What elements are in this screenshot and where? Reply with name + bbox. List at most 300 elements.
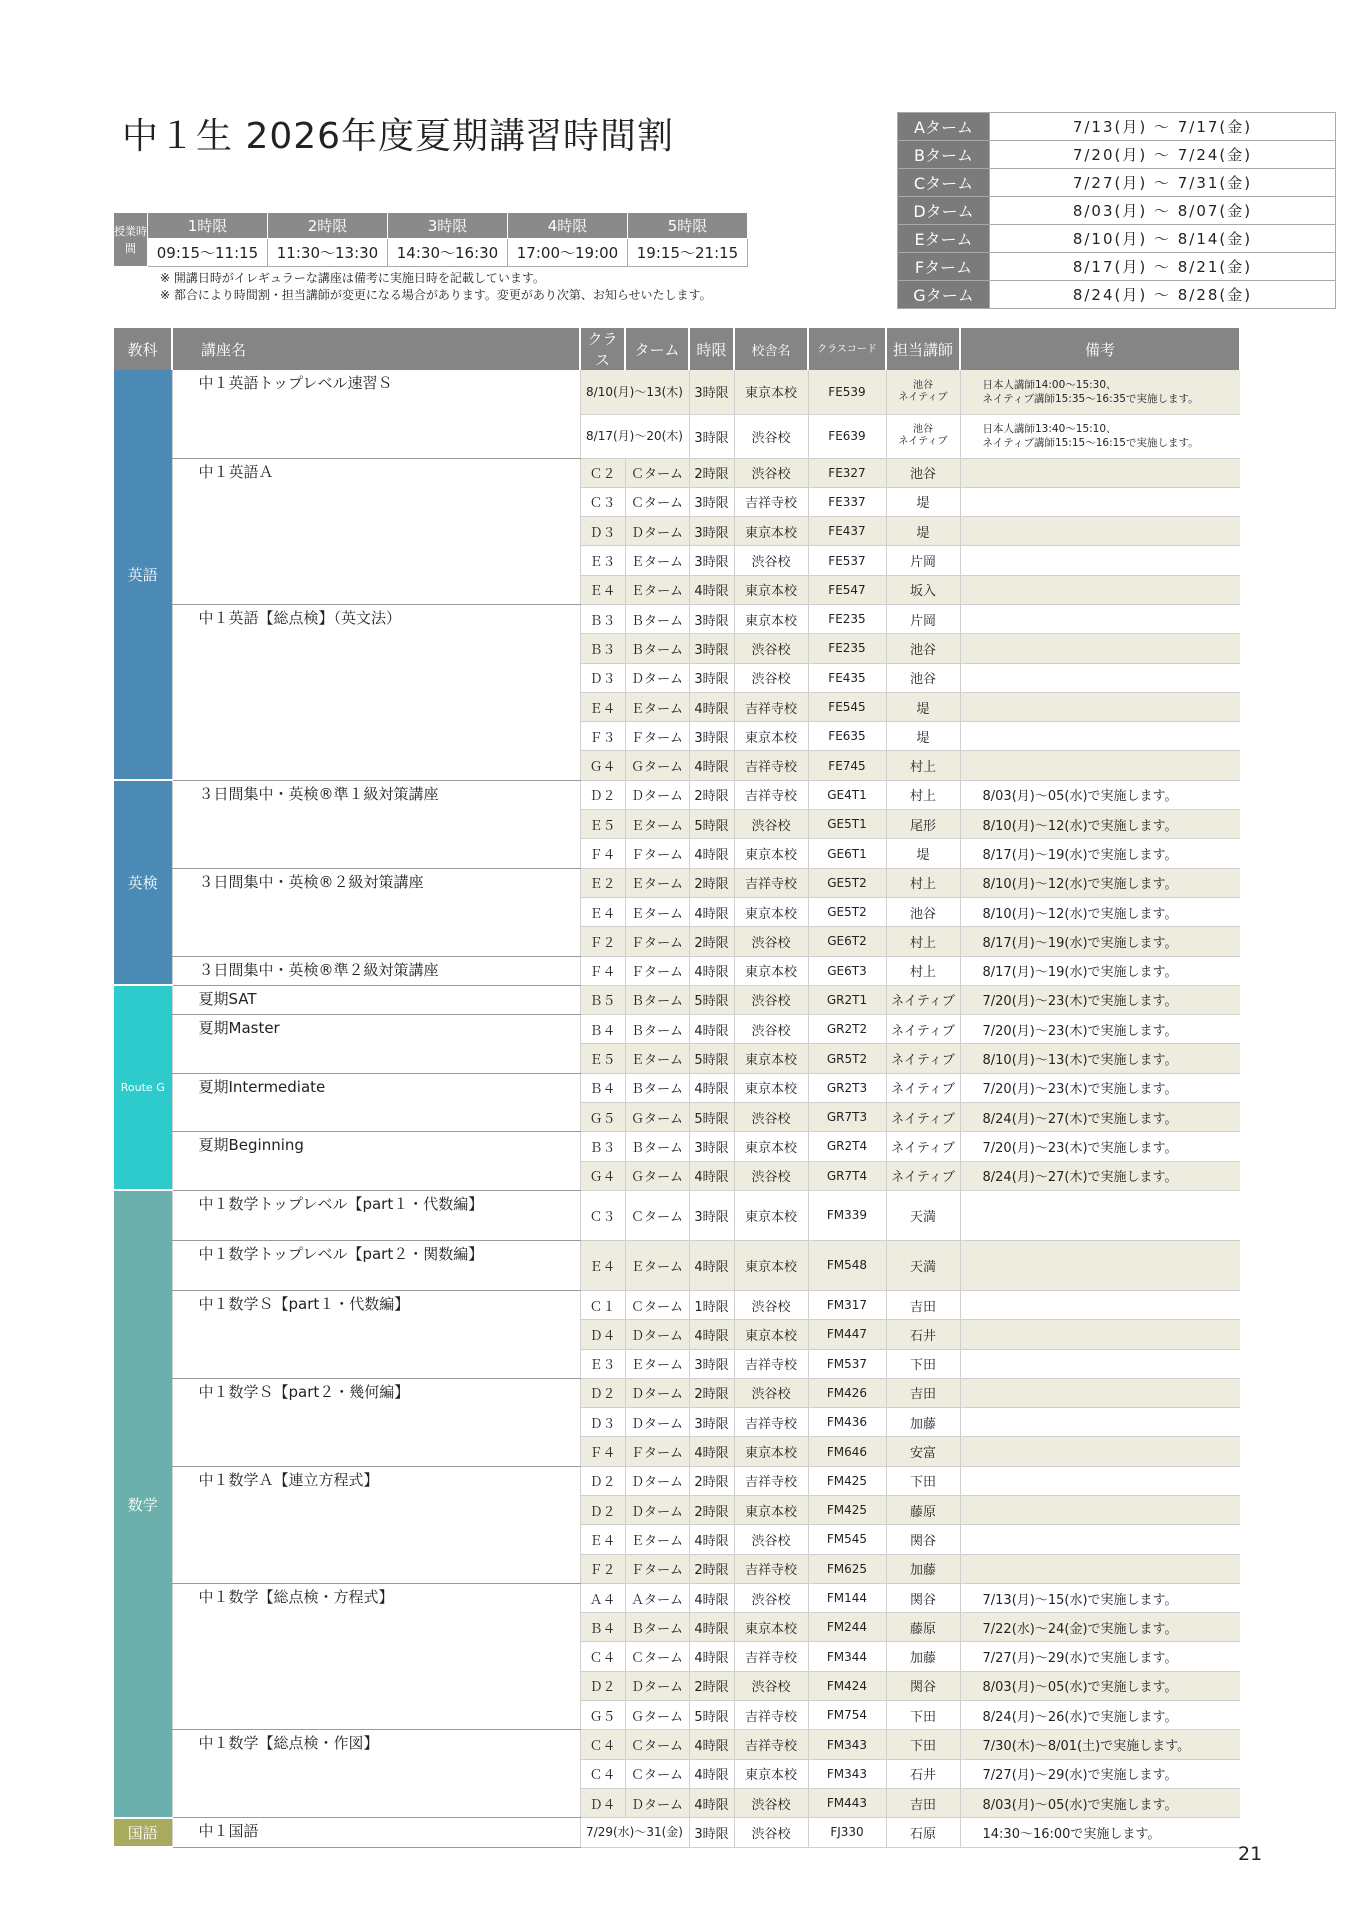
school-cell: 東京本校 xyxy=(734,1240,808,1290)
term-cell: Ｄターム xyxy=(625,1788,689,1817)
class-cell: Ｅ５ xyxy=(580,1044,625,1073)
header-remarks: 備考 xyxy=(960,328,1240,370)
term-dates: 8/24(月) ～ 8/28(金) xyxy=(990,281,1336,309)
code-cell: GE5T2 xyxy=(808,897,886,926)
period-time: 17:00～19:00 xyxy=(508,239,628,267)
school-cell: 吉祥寺校 xyxy=(734,1642,808,1671)
term-row xyxy=(898,169,1336,197)
school-cell: 東京本校 xyxy=(734,1044,808,1073)
period-label: 授業時間 xyxy=(114,213,148,267)
school-cell: 東京本校 xyxy=(734,604,808,633)
period-cell: 5時限 xyxy=(689,985,734,1014)
page-number: 21 xyxy=(1238,1843,1263,1865)
subject-cell: 数学 xyxy=(114,1190,172,1817)
period-cell: 3時限 xyxy=(689,1190,734,1240)
period-cell: 4時限 xyxy=(689,1642,734,1671)
term-cell: Ｂターム xyxy=(625,985,689,1014)
teacher-cell: ネイティブ xyxy=(886,1103,960,1132)
school-cell: 渋谷校 xyxy=(734,1161,808,1190)
term-cell: Ｂターム xyxy=(625,1613,689,1642)
teacher-cell: 天満 xyxy=(886,1190,960,1240)
table-row xyxy=(114,1132,1240,1161)
code-cell: FE235 xyxy=(808,604,886,633)
class-cell: Ｅ４ xyxy=(580,692,625,721)
class-cell: Ｆ３ xyxy=(580,722,625,751)
remarks-cell xyxy=(960,722,1240,751)
class-cell: Ｇ４ xyxy=(580,1161,625,1190)
teacher-cell: 池谷 xyxy=(886,663,960,692)
period-cell: 5時限 xyxy=(689,810,734,839)
code-cell: GR5T2 xyxy=(808,1044,886,1073)
remarks-cell: 7/20(月)～23(木)で実施します。 xyxy=(960,1015,1240,1044)
class-cell: Ｅ３ xyxy=(580,1349,625,1378)
school-cell: 渋谷校 xyxy=(734,810,808,839)
term-cell: Ｆターム xyxy=(625,927,689,956)
school-cell: 吉祥寺校 xyxy=(734,692,808,721)
term-cell: Ｄターム xyxy=(625,1320,689,1349)
period-cell: 4時限 xyxy=(689,575,734,604)
class-cell: Ｅ４ xyxy=(580,1525,625,1554)
table-row xyxy=(114,458,1240,487)
course-name: 中１数学【総点検・方程式】 xyxy=(172,1583,580,1729)
period-cell: 2時限 xyxy=(689,458,734,487)
teacher-cell: 藤原 xyxy=(886,1496,960,1525)
teacher-cell: 池谷 xyxy=(886,634,960,663)
teacher-cell: 池谷 xyxy=(886,897,960,926)
timetable xyxy=(114,328,1241,1848)
term-label: Gターム xyxy=(898,281,990,309)
period-cell: 5時限 xyxy=(689,1044,734,1073)
period-cell: 3時限 xyxy=(689,517,734,546)
table-row xyxy=(114,1378,1240,1407)
remarks-cell: 7/27(月)～29(水)で実施します。 xyxy=(960,1759,1240,1788)
class-cell: Ｄ３ xyxy=(580,517,625,546)
table-row xyxy=(114,1073,1240,1102)
school-cell: 東京本校 xyxy=(734,370,808,414)
teacher-cell: ネイティブ xyxy=(886,1073,960,1102)
remarks-cell: 8/17(月)～19(水)で実施します。 xyxy=(960,956,1240,985)
period-cell: 4時限 xyxy=(689,1437,734,1466)
course-name: ３日間集中・英検®準２級対策講座 xyxy=(172,956,580,985)
remarks-cell: 8/10(月)～12(水)で実施します。 xyxy=(960,897,1240,926)
school-cell: 吉祥寺校 xyxy=(734,1349,808,1378)
period-cell: 2時限 xyxy=(689,1671,734,1700)
period-cell: 4時限 xyxy=(689,1759,734,1788)
term-table xyxy=(897,112,1336,309)
term-cell: Ｃターム xyxy=(625,1730,689,1759)
school-cell: 渋谷校 xyxy=(734,546,808,575)
course-name: 中１数学Ｓ【part１・代数編】 xyxy=(172,1290,580,1378)
remarks-cell xyxy=(960,1554,1240,1583)
table-row xyxy=(114,1466,1240,1495)
school-cell: 渋谷校 xyxy=(734,1103,808,1132)
code-cell: GR7T4 xyxy=(808,1161,886,1190)
code-cell: FM144 xyxy=(808,1583,886,1612)
table-row xyxy=(114,780,1240,809)
header-code: クラスコード xyxy=(808,328,886,370)
term-dates: 8/03(月) ～ 8/07(金) xyxy=(990,197,1336,225)
term-dates: 8/10(月) ～ 8/14(金) xyxy=(990,225,1336,253)
school-cell: 東京本校 xyxy=(734,1496,808,1525)
code-cell: FM625 xyxy=(808,1554,886,1583)
term-cell: Ｇターム xyxy=(625,1701,689,1730)
school-cell: 吉祥寺校 xyxy=(734,1466,808,1495)
teacher-cell: 吉田 xyxy=(886,1378,960,1407)
period-cell: 1時限 xyxy=(689,1290,734,1319)
term-cell: Ｇターム xyxy=(625,1103,689,1132)
class-cell: Ｃ４ xyxy=(580,1642,625,1671)
header-term: ターム xyxy=(625,328,689,370)
school-cell: 吉祥寺校 xyxy=(734,1701,808,1730)
school-cell: 東京本校 xyxy=(734,1320,808,1349)
code-cell: FM344 xyxy=(808,1642,886,1671)
teacher-cell: 村上 xyxy=(886,956,960,985)
header-school: 校舎名 xyxy=(734,328,808,370)
period-table xyxy=(113,212,748,267)
class-cell: Ｇ５ xyxy=(580,1103,625,1132)
remarks-cell: 8/17(月)～19(水)で実施します。 xyxy=(960,927,1240,956)
remarks-cell: 7/27(月)～29(水)で実施します。 xyxy=(960,1642,1240,1671)
class-cell: Ｅ４ xyxy=(580,1240,625,1290)
teacher-cell: 加藤 xyxy=(886,1408,960,1437)
code-cell: GR2T2 xyxy=(808,1015,886,1044)
remarks-cell xyxy=(960,604,1240,633)
class-cell: Ｆ４ xyxy=(580,839,625,868)
remarks-cell xyxy=(960,487,1240,516)
code-cell: GE6T1 xyxy=(808,839,886,868)
period-cell: 3時限 xyxy=(689,487,734,516)
course-name: 中１数学Ｓ【part２・幾何編】 xyxy=(172,1378,580,1466)
term-dates: 8/17(月) ～ 8/21(金) xyxy=(990,253,1336,281)
teacher-cell: 池谷 xyxy=(886,458,960,487)
class-cell: Ｇ５ xyxy=(580,1701,625,1730)
teacher-cell: 片岡 xyxy=(886,546,960,575)
term-cell: Ｄターム xyxy=(625,1378,689,1407)
remarks-cell xyxy=(960,1437,1240,1466)
period-cell: 4時限 xyxy=(689,1240,734,1290)
class-cell: Ｅ２ xyxy=(580,868,625,897)
period-cell: 4時限 xyxy=(689,956,734,985)
subject-cell: 英語 xyxy=(114,370,172,780)
remarks-cell: 8/10(月)～12(水)で実施します。 xyxy=(960,810,1240,839)
teacher-cell: 池谷 ネイティブ xyxy=(886,414,960,458)
school-cell: 東京本校 xyxy=(734,1132,808,1161)
term-row xyxy=(898,281,1336,309)
term-cell: Ｇターム xyxy=(625,1161,689,1190)
teacher-cell: ネイティブ xyxy=(886,985,960,1014)
period-cell: 3時限 xyxy=(689,1349,734,1378)
remarks-cell: 8/03(月)～05(水)で実施します。 xyxy=(960,780,1240,809)
code-cell: FE327 xyxy=(808,458,886,487)
remarks-cell: 日本人講師14:00～15:30、 ネイティブ講師15:35～16:35で実施します。 xyxy=(960,370,1240,414)
period-cell: 5時限 xyxy=(689,1701,734,1730)
class-cell: Ｃ３ xyxy=(580,1190,625,1240)
course-name: 夏期Intermediate xyxy=(172,1073,580,1132)
code-cell: FE545 xyxy=(808,692,886,721)
period-name: 5時限 xyxy=(628,213,748,239)
period-name: 3時限 xyxy=(388,213,508,239)
remarks-cell xyxy=(960,751,1240,780)
school-cell: 東京本校 xyxy=(734,1759,808,1788)
period-time: 19:15～21:15 xyxy=(628,239,748,267)
remarks-cell: 8/03(月)～05(水)で実施します。 xyxy=(960,1788,1240,1817)
remarks-cell xyxy=(960,458,1240,487)
school-cell: 渋谷校 xyxy=(734,1818,808,1847)
class-cell: Ｃ１ xyxy=(580,1290,625,1319)
school-cell: 東京本校 xyxy=(734,897,808,926)
period-cell: 4時限 xyxy=(689,692,734,721)
teacher-cell: 関谷 xyxy=(886,1671,960,1700)
table-header xyxy=(114,328,1240,370)
term-cell: Ｅターム xyxy=(625,1525,689,1554)
remarks-cell xyxy=(960,1320,1240,1349)
teacher-cell: 村上 xyxy=(886,751,960,780)
period-cell: 3時限 xyxy=(689,1132,734,1161)
code-cell: FM754 xyxy=(808,1701,886,1730)
period-time: 09:15～11:15 xyxy=(148,239,268,267)
teacher-cell: 堤 xyxy=(886,722,960,751)
remarks-cell: 14:30～16:00で実施します。 xyxy=(960,1818,1240,1847)
teacher-cell: 石井 xyxy=(886,1759,960,1788)
table-row xyxy=(114,1583,1240,1612)
teacher-cell: 藤原 xyxy=(886,1613,960,1642)
remarks-cell xyxy=(960,663,1240,692)
class-cell: Ｂ４ xyxy=(580,1015,625,1044)
remarks-cell: 7/20(月)～23(木)で実施します。 xyxy=(960,985,1240,1014)
teacher-cell: 関谷 xyxy=(886,1525,960,1554)
table-row xyxy=(114,956,1240,985)
table-row xyxy=(114,1015,1240,1044)
school-cell: 吉祥寺校 xyxy=(734,1730,808,1759)
course-name: 中１数学Ａ【連立方程式】 xyxy=(172,1466,580,1583)
table-row xyxy=(114,370,1240,414)
code-cell: FM343 xyxy=(808,1759,886,1788)
term-label: Aターム xyxy=(898,113,990,141)
school-cell: 東京本校 xyxy=(734,839,808,868)
table-row xyxy=(114,985,1240,1014)
teacher-cell: 堤 xyxy=(886,517,960,546)
period-cell: 5時限 xyxy=(689,1103,734,1132)
school-cell: 渋谷校 xyxy=(734,663,808,692)
school-cell: 東京本校 xyxy=(734,575,808,604)
period-cell: 4時限 xyxy=(689,1525,734,1554)
period-cell: 3時限 xyxy=(689,414,734,458)
class-cell: Ｄ２ xyxy=(580,1671,625,1700)
remarks-cell xyxy=(960,1378,1240,1407)
class-cell: Ｄ２ xyxy=(580,1378,625,1407)
teacher-cell: 下田 xyxy=(886,1701,960,1730)
code-cell: FM317 xyxy=(808,1290,886,1319)
remarks-cell: 日本人講師13:40～15:10、 ネイティブ講師15:15～16:15で実施します。 xyxy=(960,414,1240,458)
term-cell: Ｄターム xyxy=(625,780,689,809)
remarks-cell xyxy=(960,1496,1240,1525)
term-row xyxy=(898,197,1336,225)
term-label: Eターム xyxy=(898,225,990,253)
subject-cell: Route G xyxy=(114,985,172,1190)
remarks-cell: 8/03(月)～05(水)で実施します。 xyxy=(960,1671,1240,1700)
school-cell: 東京本校 xyxy=(734,956,808,985)
school-cell: 東京本校 xyxy=(734,1190,808,1240)
code-cell: GE4T1 xyxy=(808,780,886,809)
course-name: ３日間集中・英検®準１級対策講座 xyxy=(172,780,580,868)
class-cell: Ｅ４ xyxy=(580,575,625,604)
class-cell: Ｃ４ xyxy=(580,1759,625,1788)
term-cell: Ｃターム xyxy=(625,1759,689,1788)
remarks-cell xyxy=(960,546,1240,575)
school-cell: 吉祥寺校 xyxy=(734,751,808,780)
term-cell: Ａターム xyxy=(625,1583,689,1612)
teacher-cell: 安富 xyxy=(886,1437,960,1466)
school-cell: 東京本校 xyxy=(734,1073,808,1102)
remarks-cell: 7/20(月)～23(木)で実施します。 xyxy=(960,1073,1240,1102)
teacher-cell: ネイティブ xyxy=(886,1015,960,1044)
code-cell: GR7T3 xyxy=(808,1103,886,1132)
class-cell: Ｂ３ xyxy=(580,634,625,663)
class-cell: Ｃ３ xyxy=(580,487,625,516)
school-cell: 東京本校 xyxy=(734,722,808,751)
period-cell: 3時限 xyxy=(689,1408,734,1437)
code-cell: FM545 xyxy=(808,1525,886,1554)
code-cell: FM425 xyxy=(808,1466,886,1495)
teacher-cell: 堤 xyxy=(886,839,960,868)
period-cell: 3時限 xyxy=(689,370,734,414)
period-cell: 2時限 xyxy=(689,1466,734,1495)
school-cell: 渋谷校 xyxy=(734,985,808,1014)
subject-cell: 国語 xyxy=(114,1818,172,1847)
teacher-cell: 石原 xyxy=(886,1818,960,1847)
course-name: 中１数学トップレベル【part２・関数編】 xyxy=(172,1240,580,1290)
term-row xyxy=(898,141,1336,169)
term-cell: Ｄターム xyxy=(625,1466,689,1495)
term-cell: Ｆターム xyxy=(625,722,689,751)
remarks-cell xyxy=(960,517,1240,546)
class-cell: Ｄ４ xyxy=(580,1788,625,1817)
remarks-cell: 8/24(月)～27(木)で実施します。 xyxy=(960,1161,1240,1190)
code-cell: FE537 xyxy=(808,546,886,575)
class-cell: Ｆ４ xyxy=(580,956,625,985)
code-cell: FM436 xyxy=(808,1408,886,1437)
class-cell: Ｄ２ xyxy=(580,780,625,809)
date-span-cell: 8/17(月)～20(木) xyxy=(580,414,689,458)
school-cell: 渋谷校 xyxy=(734,1671,808,1700)
school-cell: 渋谷校 xyxy=(734,1583,808,1612)
term-row xyxy=(898,113,1336,141)
remarks-cell xyxy=(960,575,1240,604)
table-row xyxy=(114,1240,1240,1290)
term-cell: Ｅターム xyxy=(625,897,689,926)
period-cell: 2時限 xyxy=(689,1554,734,1583)
class-cell: Ｃ４ xyxy=(580,1730,625,1759)
code-cell: FM548 xyxy=(808,1240,886,1290)
code-cell: GR2T1 xyxy=(808,985,886,1014)
teacher-cell: 天満 xyxy=(886,1240,960,1290)
teacher-cell: 堤 xyxy=(886,487,960,516)
period-cell: 4時限 xyxy=(689,1320,734,1349)
remarks-cell: 8/24(月)～27(木)で実施します。 xyxy=(960,1103,1240,1132)
term-cell: Ｆターム xyxy=(625,1554,689,1583)
teacher-cell: 堤 xyxy=(886,692,960,721)
class-cell: Ｂ３ xyxy=(580,1132,625,1161)
term-cell: Ｃターム xyxy=(625,1290,689,1319)
term-cell: Ｆターム xyxy=(625,839,689,868)
period-cell: 2時限 xyxy=(689,927,734,956)
header-teacher: 担当講師 xyxy=(886,328,960,370)
remarks-cell xyxy=(960,634,1240,663)
course-name: 中１国語 xyxy=(172,1818,580,1847)
term-label: Cターム xyxy=(898,169,990,197)
class-cell: Ｅ４ xyxy=(580,897,625,926)
class-cell: Ｃ２ xyxy=(580,458,625,487)
class-cell: Ｇ４ xyxy=(580,751,625,780)
teacher-cell: 村上 xyxy=(886,868,960,897)
period-time: 11:30～13:30 xyxy=(268,239,388,267)
notes xyxy=(160,270,712,304)
code-cell: FM447 xyxy=(808,1320,886,1349)
code-cell: FE539 xyxy=(808,370,886,414)
term-dates: 7/20(月) ～ 7/24(金) xyxy=(990,141,1336,169)
code-cell: GE5T1 xyxy=(808,810,886,839)
code-cell: FE745 xyxy=(808,751,886,780)
remarks-cell xyxy=(960,1408,1240,1437)
teacher-cell: ネイティブ xyxy=(886,1044,960,1073)
teacher-cell: 石井 xyxy=(886,1320,960,1349)
period-cell: 2時限 xyxy=(689,1378,734,1407)
code-cell: FE639 xyxy=(808,414,886,458)
table-row xyxy=(114,1730,1240,1759)
school-cell: 東京本校 xyxy=(734,517,808,546)
class-cell: Ｄ３ xyxy=(580,663,625,692)
page-title: 中１生 2026年度夏期講習時間割 xyxy=(122,116,675,157)
remarks-cell xyxy=(960,692,1240,721)
period-name: 4時限 xyxy=(508,213,628,239)
course-name: 中１英語Ａ xyxy=(172,458,580,604)
code-cell: FM425 xyxy=(808,1496,886,1525)
school-cell: 吉祥寺校 xyxy=(734,780,808,809)
school-cell: 渋谷校 xyxy=(734,1290,808,1319)
remarks-cell: 7/22(水)～24(金)で実施します。 xyxy=(960,1613,1240,1642)
period-cell: 2時限 xyxy=(689,868,734,897)
term-cell: Ｂターム xyxy=(625,634,689,663)
school-cell: 渋谷校 xyxy=(734,414,808,458)
code-cell: FE547 xyxy=(808,575,886,604)
term-cell: Ｅターム xyxy=(625,1044,689,1073)
period-cell: 4時限 xyxy=(689,1015,734,1044)
remarks-cell xyxy=(960,1466,1240,1495)
code-cell: FE437 xyxy=(808,517,886,546)
date-span-cell: 7/29(水)～31(金) xyxy=(580,1818,689,1847)
remarks-cell: 7/20(月)～23(木)で実施します。 xyxy=(960,1132,1240,1161)
table-row xyxy=(114,604,1240,633)
school-cell: 渋谷校 xyxy=(734,634,808,663)
term-cell: Ｂターム xyxy=(625,604,689,633)
course-name: 中１数学トップレベル【part１・代数編】 xyxy=(172,1190,580,1240)
remarks-cell: 8/10(月)～13(木)で実施します。 xyxy=(960,1044,1240,1073)
period-cell: 2時限 xyxy=(689,780,734,809)
period-cell: 3時限 xyxy=(689,634,734,663)
class-cell: Ｆ２ xyxy=(580,927,625,956)
code-cell: FM424 xyxy=(808,1671,886,1700)
class-cell: Ｂ４ xyxy=(580,1073,625,1102)
code-cell: FM426 xyxy=(808,1378,886,1407)
teacher-cell: 村上 xyxy=(886,927,960,956)
class-cell: Ｂ５ xyxy=(580,985,625,1014)
period-cell: 4時限 xyxy=(689,1073,734,1102)
period-cell: 4時限 xyxy=(689,1613,734,1642)
course-name: 中１数学【総点検・作図】 xyxy=(172,1730,580,1818)
remarks-cell xyxy=(960,1240,1240,1290)
teacher-cell: ネイティブ xyxy=(886,1161,960,1190)
remarks-cell: 8/10(月)～12(水)で実施します。 xyxy=(960,868,1240,897)
